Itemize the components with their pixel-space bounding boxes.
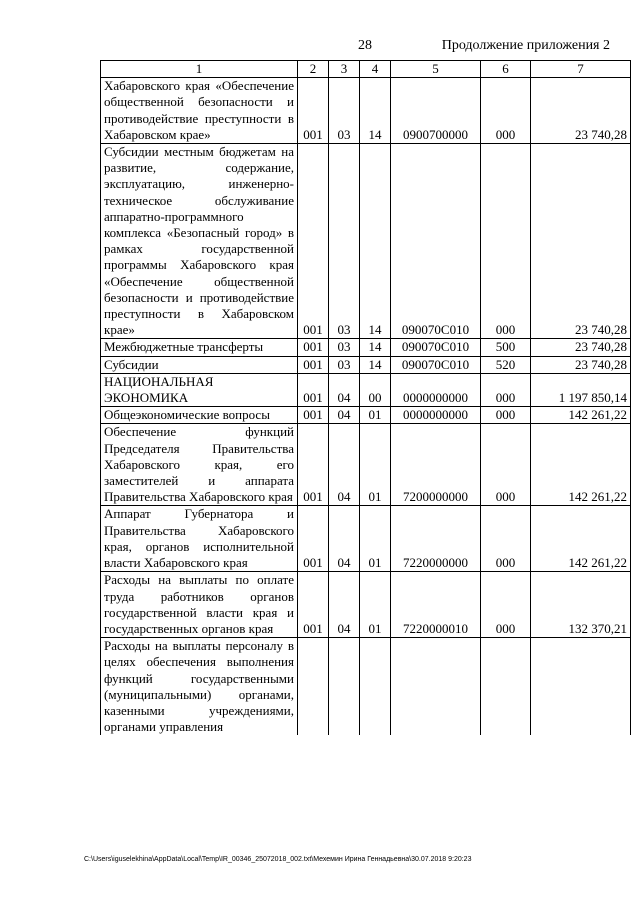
row-grbs: 001: [298, 424, 329, 506]
row-csr: 0900700000: [391, 78, 481, 144]
row-vr: 000: [481, 144, 531, 339]
row-pr: 14: [360, 356, 391, 373]
row-rz: 03: [329, 339, 360, 356]
row-amount: 1 197 850,14: [531, 373, 631, 406]
table-row: [101, 407, 631, 424]
table-row: [101, 572, 631, 638]
page-number: 28: [358, 38, 372, 53]
continuation-label: Продолжение приложения 2: [441, 38, 610, 53]
row-grbs: 001: [298, 572, 329, 638]
row-csr: 7220000000: [391, 506, 481, 572]
row-name: Обеспечение функций Председателя Правительства Хабаровского края, его заместителей и аппарата Правительства Хабаровского края: [101, 424, 298, 506]
table-row: [101, 356, 631, 373]
row-pr: 14: [360, 144, 391, 339]
row-name: Расходы на выплаты персоналу в целях обеспечения выполнения функций государственными (муниципальными) органами, казенными учреждениями, органами управления: [101, 638, 298, 736]
row-grbs: [298, 638, 329, 736]
row-amount: 142 261,22: [531, 407, 631, 424]
row-csr: 090070С010: [391, 339, 481, 356]
row-pr: 14: [360, 339, 391, 356]
row-rz: 03: [329, 144, 360, 339]
row-amount: 23 740,28: [531, 339, 631, 356]
table-row: [101, 78, 631, 144]
row-grbs: 001: [298, 506, 329, 572]
row-vr: 000: [481, 78, 531, 144]
row-csr: 090070С010: [391, 356, 481, 373]
table-row: [101, 424, 631, 506]
row-vr: [481, 638, 531, 736]
table-row: [101, 339, 631, 356]
row-amount: 142 261,22: [531, 506, 631, 572]
row-rz: [329, 638, 360, 736]
row-name: Субсидии: [101, 356, 298, 373]
table-row: [101, 373, 631, 406]
footer-file-path: C:\Users\iguselekhina\AppData\Local\Temp\IR_00346_25072018_002.txt\Мехемин Ирина Геннадьевна\30.07.2018 9:20:23: [84, 856, 472, 863]
row-name: НАЦИОНАЛЬНАЯ ЭКОНОМИКА: [101, 373, 298, 406]
row-csr: 0000000000: [391, 407, 481, 424]
row-grbs: 001: [298, 407, 329, 424]
column-header: 6: [481, 61, 531, 78]
row-amount: 23 740,28: [531, 144, 631, 339]
row-pr: 01: [360, 572, 391, 638]
column-header: 3: [329, 61, 360, 78]
row-rz: 04: [329, 424, 360, 506]
table-row: [101, 638, 631, 736]
row-vr: 500: [481, 339, 531, 356]
budget-table: [100, 60, 631, 735]
row-amount: 142 261,22: [531, 424, 631, 506]
row-name: Хабаровского края «Обеспечение общественной безопасности и противодействие преступности в Хабаровском крае»: [101, 78, 298, 144]
table-row: [101, 144, 631, 339]
row-rz: 04: [329, 572, 360, 638]
row-pr: 14: [360, 78, 391, 144]
row-rz: 03: [329, 356, 360, 373]
row-rz: 04: [329, 407, 360, 424]
row-pr: 01: [360, 424, 391, 506]
row-vr: 000: [481, 373, 531, 406]
column-number-row: [101, 61, 631, 78]
row-pr: [360, 638, 391, 736]
row-grbs: 001: [298, 339, 329, 356]
row-name: Субсидии местным бюджетам на развитие, содержание, эксплуатацию, инженерно-техническое обслуживание аппаратно-программного комплекса «Безопасный город» в рамках государственной программы Хабаровского края «Обеспечение общественной безопасности и противодействие преступности в Хабаровском крае»: [101, 144, 298, 339]
row-vr: 000: [481, 407, 531, 424]
column-header: 7: [531, 61, 631, 78]
row-rz: 04: [329, 373, 360, 406]
row-vr: 520: [481, 356, 531, 373]
row-grbs: 001: [298, 356, 329, 373]
column-header: 1: [101, 61, 298, 78]
column-header: 2: [298, 61, 329, 78]
row-csr: 090070С010: [391, 144, 481, 339]
row-csr: [391, 638, 481, 736]
row-name: Общеэкономические вопросы: [101, 407, 298, 424]
row-grbs: 001: [298, 78, 329, 144]
row-csr: 7220000010: [391, 572, 481, 638]
row-pr: 01: [360, 506, 391, 572]
row-amount: [531, 638, 631, 736]
row-grbs: 001: [298, 144, 329, 339]
row-name: Расходы на выплаты по оплате труда работников органов государственной власти края и государственных органов края: [101, 572, 298, 638]
row-pr: 01: [360, 407, 391, 424]
row-rz: 04: [329, 506, 360, 572]
row-amount: 132 370,21: [531, 572, 631, 638]
row-pr: 00: [360, 373, 391, 406]
row-amount: 23 740,28: [531, 78, 631, 144]
row-csr: 7200000000: [391, 424, 481, 506]
table-row: [101, 506, 631, 572]
row-vr: 000: [481, 424, 531, 506]
row-name: Аппарат Губернатора и Правительства Хабаровского края, органов исполнительной власти Хабаровского края: [101, 506, 298, 572]
row-rz: 03: [329, 78, 360, 144]
row-name: Межбюджетные трансферты: [101, 339, 298, 356]
row-grbs: 001: [298, 373, 329, 406]
row-csr: 0000000000: [391, 373, 481, 406]
row-vr: 000: [481, 572, 531, 638]
row-amount: 23 740,28: [531, 356, 631, 373]
row-vr: 000: [481, 506, 531, 572]
column-header: 5: [391, 61, 481, 78]
column-header: 4: [360, 61, 391, 78]
